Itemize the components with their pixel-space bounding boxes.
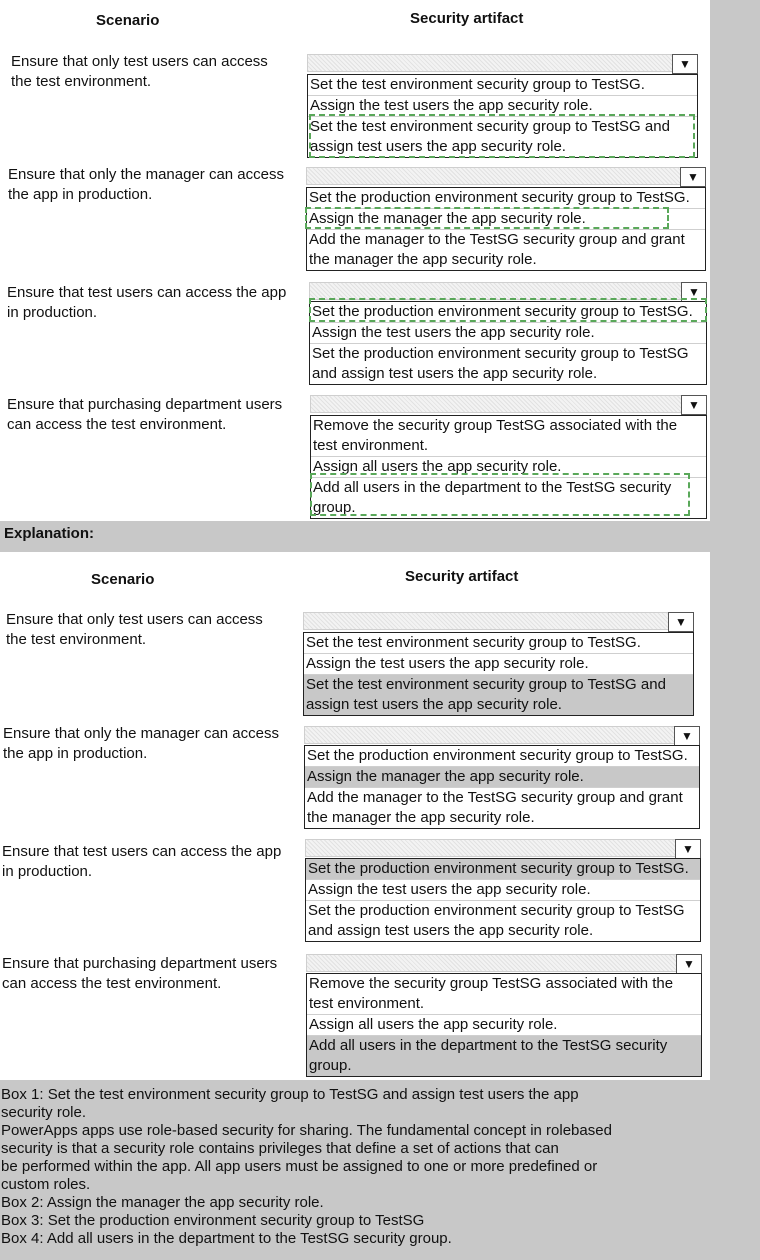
dropdown-option[interactable]: Assign all users the app security role. <box>307 1014 701 1035</box>
explanation-line: security role. <box>1 1104 87 1121</box>
dropdown-option[interactable]: Assign the test users the app security role. <box>304 653 693 674</box>
explanation-line: Box 1: Set the test environment security group to TestSG and assign test users the app <box>1 1086 579 1103</box>
dropdown-option[interactable]: Assign the manager the app security role. <box>307 208 705 229</box>
dropdown-options <box>304 745 700 829</box>
dropdown-options <box>310 415 707 519</box>
dropdown-option[interactable]: Set the test environment security group to TestSG. <box>310 76 645 93</box>
dropdown-option[interactable]: Add the manager to the TestSG security group and grant the manager the app security role. <box>305 787 699 828</box>
artifact-dropdown[interactable] <box>304 726 700 827</box>
dropdown-option[interactable]: Assign all users the app security role. <box>311 456 706 477</box>
dropdown-option-selected[interactable]: Set the test environment security group to TestSG and assign test users the app security role. <box>304 674 693 715</box>
explanation-line: custom roles. <box>1 1176 91 1193</box>
explanation-line: security is that a security role contains privileges that define a set of actions that can <box>1 1140 559 1157</box>
dropdown-header[interactable] <box>306 954 702 972</box>
dropdown-header[interactable] <box>306 167 706 185</box>
artifact-dropdown[interactable] <box>309 282 707 383</box>
dropdown-option[interactable]: Assign the test users the app security role. <box>308 95 697 116</box>
scenario-text: Ensure that only the manager can access the app in production. <box>8 166 284 203</box>
explanation-line: be performed within the app. All app users must be assigned to one or more predefined or <box>1 1158 598 1175</box>
dropdown-option[interactable]: Assign the test users the app security role. <box>306 879 700 900</box>
dropdown-option-selected[interactable]: Set the production environment security group to TestSG. <box>306 859 700 879</box>
scenario-header: Scenario <box>96 12 160 29</box>
dropdown-header[interactable] <box>310 395 707 413</box>
dropdown-option[interactable]: Set the production environment security group to TestSG and assign test users the app security role. <box>310 343 706 384</box>
explanation-line: Box 4: Add all users in the department to the TestSG security group. <box>1 1230 452 1247</box>
artifact-dropdown[interactable] <box>303 612 694 715</box>
dropdown-header[interactable] <box>309 282 707 300</box>
dropdown-option-selected[interactable]: Add all users in the department to the TestSG security group. <box>307 1035 701 1076</box>
dropdown-arrow-icon[interactable]: ▼ <box>681 282 707 302</box>
dropdown-arrow-icon[interactable]: ▼ <box>668 612 694 632</box>
dropdown-option-selected[interactable]: Assign the manager the app security role. <box>305 766 699 787</box>
artifact-dropdown[interactable] <box>305 839 701 940</box>
dropdown-options <box>309 301 707 385</box>
dropdown-options <box>306 187 706 271</box>
dropdown-option[interactable]: Assign the test users the app security role. <box>310 322 706 343</box>
scenario-header: Scenario <box>91 571 155 588</box>
dropdown-option[interactable]: Remove the security group TestSG associated with the test environment. <box>309 975 674 1012</box>
dropdown-arrow-icon[interactable]: ▼ <box>680 167 706 187</box>
dropdown-options <box>303 632 694 716</box>
dropdown-options <box>306 973 702 1077</box>
dropdown-option[interactable]: Set the test environment security group to TestSG. <box>306 634 641 651</box>
scenario-text: Ensure that only test users can access the test environment. <box>11 53 268 90</box>
artifact-dropdown[interactable] <box>310 395 707 517</box>
explanation-line: PowerApps apps use role-based security for sharing. The fundamental concept in rolebased <box>1 1122 612 1139</box>
dropdown-arrow-icon[interactable]: ▼ <box>674 726 700 746</box>
answer-panel <box>0 552 710 1080</box>
artifact-dropdown[interactable] <box>306 954 702 1076</box>
explanation-line: Box 3: Set the production environment security group to TestSG <box>1 1212 425 1229</box>
question-panel <box>0 0 710 521</box>
dropdown-arrow-icon[interactable]: ▼ <box>672 54 698 74</box>
artifact-header: Security artifact <box>410 10 524 27</box>
dropdown-option[interactable]: Set the production environment security group to TestSG. <box>307 747 688 764</box>
scenario-text: Ensure that purchasing department users can access the test environment. <box>7 396 283 433</box>
scenario-text: Ensure that purchasing department users can access the test environment. <box>2 955 278 992</box>
scenario-text: Ensure that only the manager can access the app in production. <box>3 725 279 762</box>
dropdown-option[interactable]: Remove the security group TestSG associated with the test environment. <box>313 417 678 454</box>
dropdown-options <box>307 74 698 158</box>
scenario-text: Ensure that test users can access the app in production. <box>2 843 282 880</box>
artifact-dropdown[interactable] <box>307 54 698 158</box>
dropdown-option[interactable]: Set the test environment security group to TestSG and assign test users the app security role. <box>308 116 697 157</box>
artifact-dropdown[interactable] <box>306 167 706 269</box>
dropdown-option[interactable]: Set the production environment security group to TestSG and assign test users the app security role. <box>306 900 700 941</box>
dropdown-option[interactable]: Set the production environment security group to TestSG. <box>309 189 690 206</box>
artifact-header: Security artifact <box>405 568 519 585</box>
dropdown-header[interactable] <box>305 839 701 857</box>
scenario-text: Ensure that test users can access the app in production. <box>7 284 287 321</box>
explanation-label: Explanation: <box>4 525 95 542</box>
scenario-text: Ensure that only test users can access the test environment. <box>6 611 263 648</box>
explanation-text <box>1 1086 701 1248</box>
explanation-line: Box 2: Assign the manager the app security role. <box>1 1194 324 1211</box>
dropdown-header[interactable] <box>303 612 694 630</box>
dropdown-option[interactable]: Add all users in the department to the TestSG security group. <box>311 477 706 518</box>
dropdown-option[interactable]: Set the production environment security group to TestSG. <box>312 303 693 320</box>
dropdown-option[interactable]: Add the manager to the TestSG security group and grant the manager the app security role. <box>307 229 705 270</box>
dropdown-arrow-icon[interactable]: ▼ <box>675 839 701 859</box>
dropdown-header[interactable] <box>307 54 698 72</box>
dropdown-header[interactable] <box>304 726 700 744</box>
dropdown-arrow-icon[interactable]: ▼ <box>676 954 702 974</box>
dropdown-arrow-icon[interactable]: ▼ <box>681 395 707 415</box>
dropdown-options <box>305 858 701 942</box>
